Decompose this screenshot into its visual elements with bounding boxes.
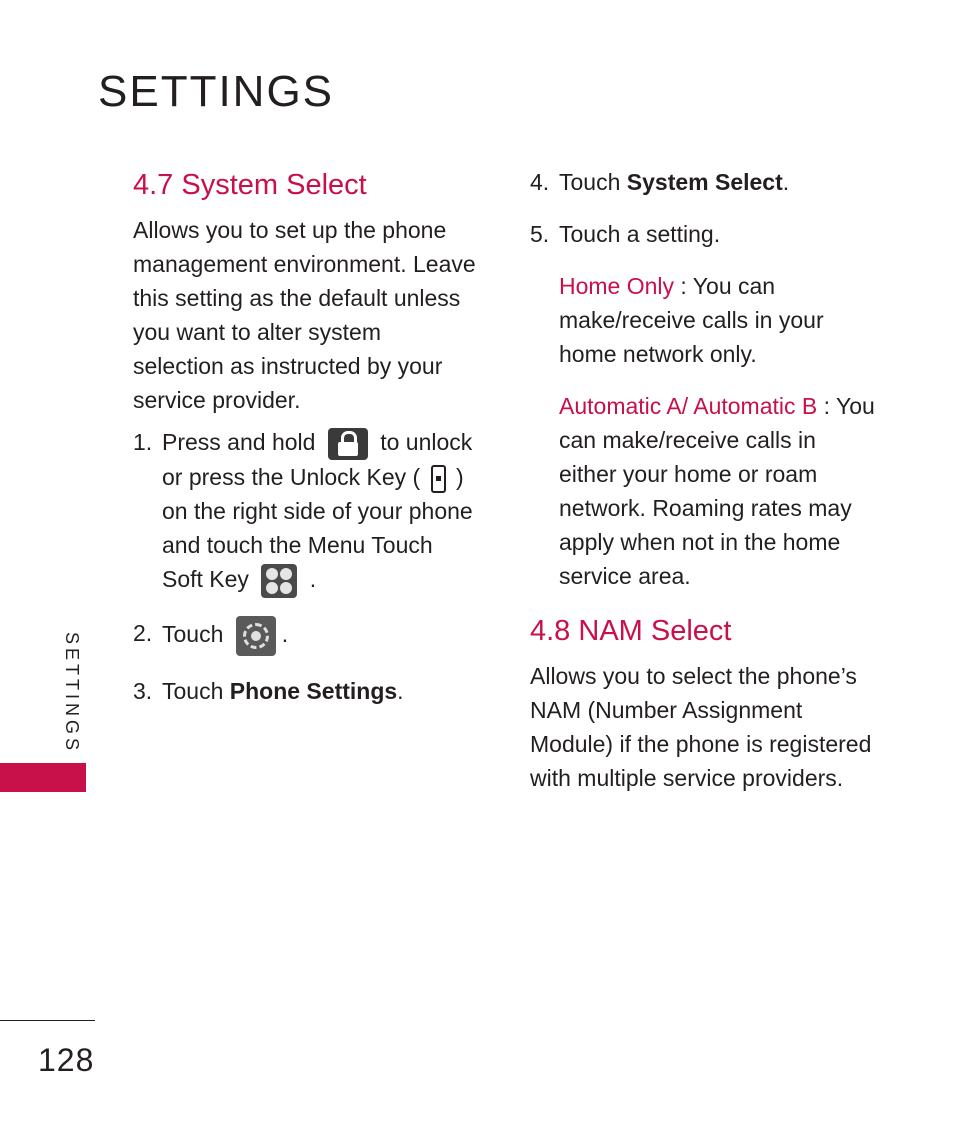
setting-name: Home Only [559,273,675,299]
page-title: SETTINGS [98,67,335,116]
step-text [162,616,478,656]
left-column [133,165,478,726]
step-text-part: Touch [162,620,224,647]
step-text: Touch a setting. [559,221,721,247]
step-text-part: Touch [559,169,621,195]
right-column [530,165,875,803]
side-section-label: SETTINGS [62,632,82,755]
footer-rule [0,1020,95,1021]
step-text [559,165,875,199]
setting-description: : You can make/receive calls in either your home or roam network. Roaming rates may apply when not in the home service area. [559,393,875,589]
page-number: 128 [38,1042,95,1078]
step-text [162,425,478,598]
step-text-part: . [281,620,289,647]
step-number: 1. [133,429,153,455]
lock-icon [328,428,368,460]
step-number: 3. [133,677,153,704]
menu-keyword-phone-settings: Phone Settings [229,677,398,704]
menu-grid-icon [261,564,297,598]
step-1 [133,425,478,598]
system-select-description: Allows you to set up the phone management environment. Leave this setting as the default unless you want to alter system selection as instructed by your service provider. [133,217,476,413]
step-number: 4. [530,169,550,195]
step-number: 2. [133,619,153,646]
nam-select-description: Allows you to select the phone’s NAM (Number Assignment Module) if the phone is registered with multiple service providers. [530,663,872,791]
step-number: 5. [530,221,550,247]
side-section-tab [0,763,86,792]
setting-name: Automatic A/ Automatic B [559,393,818,419]
step-text-part: . [309,565,317,592]
step-text-part: ) on the right side of your phone and touch the Menu Touch Soft Key [162,463,473,592]
section-heading-nam-select: 4.8 NAM Select [530,615,732,647]
gear-icon [236,616,276,656]
section-heading-system-select: 4.7 System Select [133,169,367,201]
step-text-part: to unlock or press the Unlock Key ( [162,429,473,490]
step-text-part: . [397,677,404,704]
step-text [162,674,478,708]
step-5 [530,217,875,251]
setting-automatic [559,389,875,593]
step-4 [530,165,875,199]
unlock-key-icon [431,465,446,493]
menu-keyword-system-select: System Select [626,169,783,195]
setting-description: : You can make/receive calls in your home network only. [559,273,824,367]
step-text-part: . [782,169,790,195]
step-text-part: Press and hold [162,429,316,455]
step-3 [133,674,478,708]
setting-home-only [559,269,875,371]
step-2 [133,616,478,656]
step-text-part: Touch [162,677,224,704]
